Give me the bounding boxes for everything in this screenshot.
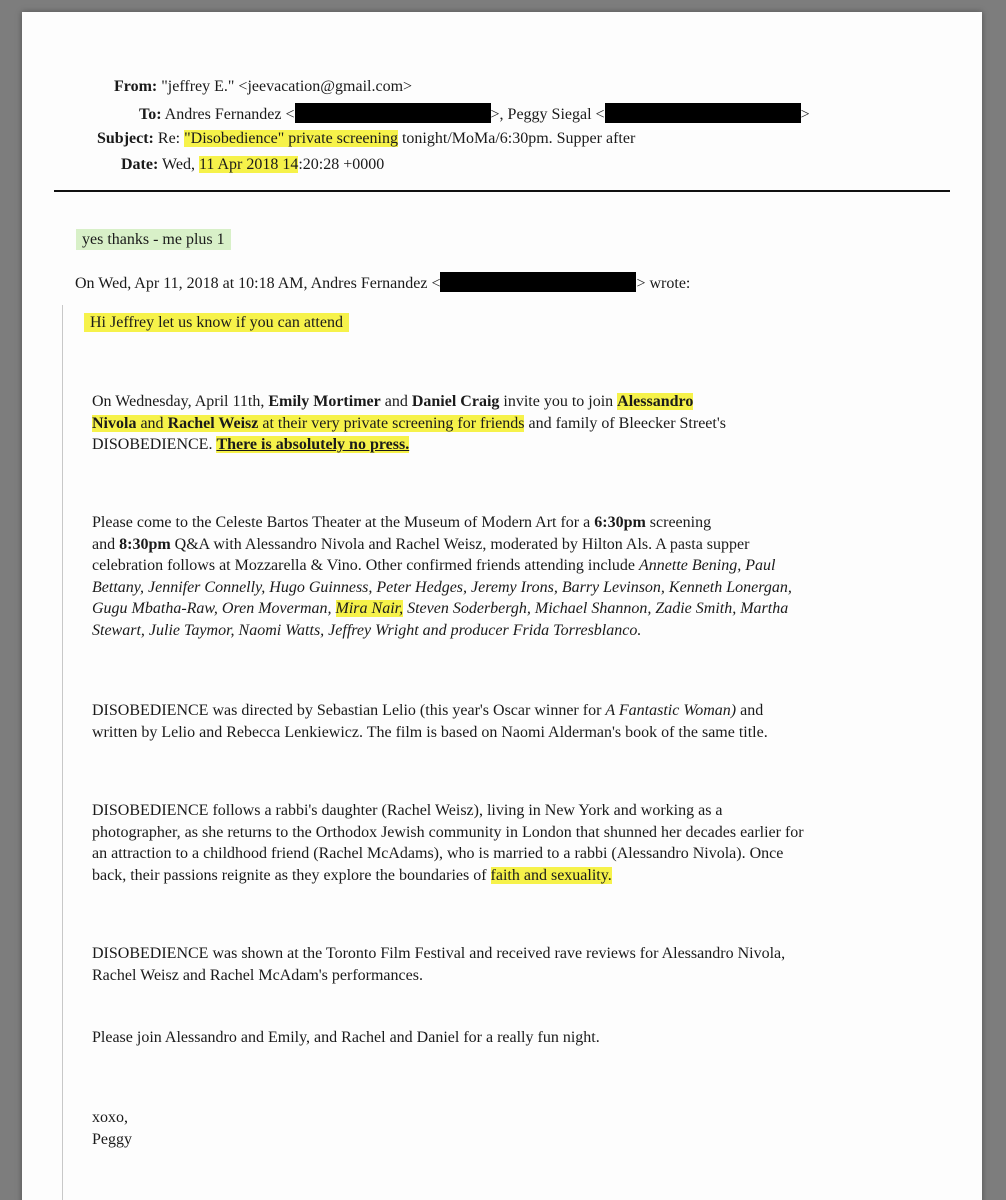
date-label: Date: (121, 156, 159, 173)
p2-guests: Annette Bening, Paul (639, 557, 776, 574)
to-row (139, 103, 810, 125)
paragraph-invitation (92, 391, 947, 456)
p4-text: photographer, as she returns to the Orthodox Jewish community in London that shunned her decades earlier for (92, 823, 804, 841)
p3-text: written by Lelio and Rebecca Lenkiewicz. The film is based on Naomi Alderman's book of the same title. (92, 723, 768, 741)
quote-intro (75, 272, 690, 294)
p2-guests: Gugu Mbatha-Raw, Oren Moverman, (92, 600, 336, 617)
p2-text: screening (645, 514, 712, 531)
p3-text: DISOBEDIENCE was directed by Sebastian Lelio (this year's Oscar winner for (92, 702, 606, 719)
subject-rest: tonight/MoMa/6:30pm. Supper after (397, 130, 636, 147)
p3-film-title: A Fantastic Woman) (605, 702, 737, 719)
paragraph-festival (92, 943, 947, 986)
redaction-bar (295, 103, 491, 123)
date-rest: :20:28 +0000 (298, 156, 385, 173)
to-label: To: (139, 106, 162, 123)
to-end: > (800, 106, 810, 123)
paragraph-synopsis (92, 800, 947, 886)
subject-row (97, 129, 635, 149)
quote-intro-after: > wrote: (636, 275, 691, 292)
from-value: "jeffrey E." <jeevacation@gmail.com> (161, 78, 413, 95)
signoff-line: xoxo, (92, 1109, 128, 1126)
p1-name: Daniel Craig (411, 393, 500, 410)
reply-text (70, 230, 237, 250)
to-name-1: Andres Fernandez < (164, 106, 295, 123)
p4-text: an attraction to a childhood friend (Rachel McAdams), who is married to a rabbi (Alessandro Nivola). Once (92, 845, 784, 862)
to-separator: >, Peggy Siegal < (490, 106, 605, 123)
redaction-bar (440, 272, 636, 292)
p3-text: and (736, 702, 764, 719)
p1-text: invite you to join (499, 393, 618, 410)
p2-text: Please come to the Celeste Bartos Theater at the Museum of Modern Art for a (92, 514, 595, 531)
p1-name-highlight: Alessandro (617, 393, 694, 410)
subject-highlight: "Disobedience" private screening (184, 130, 398, 147)
signoff-name: Peggy (92, 1130, 132, 1148)
p1-name-highlight: Nivola (92, 414, 137, 432)
p6-text: Please join Alessandro and Emily, and Rachel and Daniel for a really fun night. (92, 1029, 600, 1046)
p1-text: and (380, 393, 412, 410)
p2-text: and (92, 535, 120, 553)
p1-text: On Wednesday, April 11th, (92, 393, 269, 410)
greeting (84, 313, 349, 333)
header-divider (54, 190, 950, 192)
p2-text: Q&A with Alessandro Nivola and Rachel Weisz, moderated by Hilton Als. A pasta supper (170, 535, 750, 553)
p4-text: back, their passions reignite as they explore the boundaries of (92, 866, 491, 884)
p2-guests: Steven Soderbergh, Michael Shannon, Zadie Smith, Martha (403, 600, 789, 617)
p2-guest-highlight: Mira Nair, (335, 600, 404, 617)
p4-text: DISOBEDIENCE follows a rabbi's daughter (Rachel Weisz), living in New York and working as a (92, 802, 723, 819)
p2-text: celebration follows at Mozzarella & Vino. Other confirmed friends attending include (92, 557, 640, 574)
date-row (121, 155, 384, 175)
p1-text-highlight: and (136, 414, 168, 432)
p4-highlight: faith and sexuality. (490, 866, 612, 884)
p2-time: 6:30pm (594, 514, 646, 531)
p1-name-highlight: Rachel Weisz (167, 414, 259, 432)
paragraph-closing (92, 1027, 947, 1049)
paragraph-director (92, 700, 947, 743)
p5-text: DISOBEDIENCE was shown at the Toronto Film Festival and received rave reviews for Alessandro Nivola, (92, 945, 786, 962)
from-row (114, 77, 412, 97)
p1-text: and family of Bleecker Street's (524, 414, 726, 432)
p1-name: Emily Mortimer (268, 393, 381, 410)
from-label: From: (114, 78, 158, 95)
p2-guests: Stewart, Julie Taymor, Naomi Watts, Jeffrey Wright and producer Frida Torresblanco. (92, 621, 642, 639)
p2-time: 8:30pm (119, 535, 171, 553)
signoff (92, 1107, 947, 1150)
p2-guests: Bettany, Jennifer Connelly, Hugo Guinness, Peter Hedges, Jeremy Irons, Barry Levinson, Kenneth Lonergan, (92, 578, 792, 596)
p5-text: Rachel Weisz and Rachel McAdam's performances. (92, 966, 423, 984)
p1-no-press: There is absolutely no press. (216, 436, 410, 453)
subject-prefix: Re: (157, 130, 185, 147)
quote-intro-before: On Wed, Apr 11, 2018 at 10:18 AM, Andres Fernandez < (75, 275, 441, 292)
subject-label: Subject: (97, 130, 154, 147)
date-highlight: 11 Apr 2018 14 (198, 156, 299, 173)
quote-bar (62, 305, 63, 1200)
p1-text-highlight: at their very private screening for friends (258, 414, 525, 432)
date-prefix: Wed, (162, 156, 199, 173)
p1-text: DISOBEDIENCE. (92, 436, 217, 453)
redaction-bar (605, 103, 801, 123)
reply-highlight: yes thanks - me plus 1 (76, 229, 231, 250)
greeting-highlight: Hi Jeffrey let us know if you can attend (84, 313, 349, 332)
paragraph-details (92, 512, 947, 641)
